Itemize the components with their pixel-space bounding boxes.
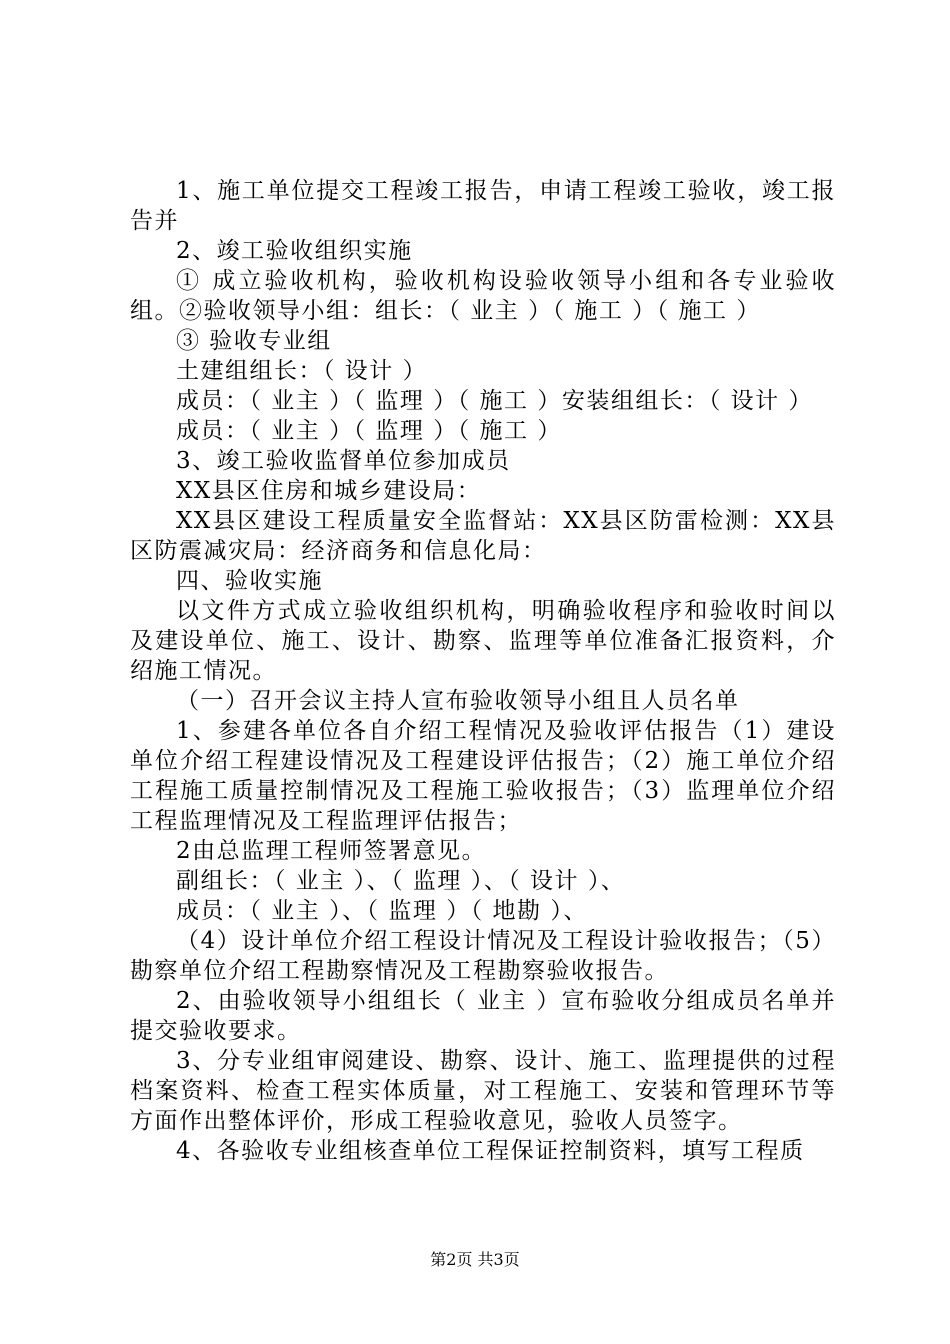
page-number-footer: 第2页 共3页 [430, 1250, 520, 1269]
paragraph: 2由总监理工程师签署意见。 [176, 838, 487, 864]
paragraph: 1、参建各单位各自介绍工程情况及验收评估报告（1）建设单位介绍工程建设情况及工程建设评估报告；（2）施工单位介绍工程施工质量控制情况及工程施工验收报告；（3）监理单位介绍工程监理情况及工程监理评估报告； [130, 718, 836, 834]
paragraph: 土建组组长：（ 设计 ） [176, 358, 428, 384]
section-heading: 四、验收实施 [176, 568, 323, 594]
paragraph: 2、由验收领导小组组长（ 业主 ）宣布验收分组成员名单并提交验收要求。 [130, 988, 836, 1044]
paragraph: 3、竣工验收监督单位参加成员 [176, 448, 511, 474]
paragraph: ① 成立验收机构，验收机构设验收领导小组和各专业验收组。②验收领导小组：组长：（ 业主 ）（ 施工 ）（ 施工 ） [130, 268, 836, 324]
document-body [130, 176, 836, 1166]
paragraph: 3、分专业组审阅建设、勘察、设计、施工、监理提供的过程档案资料、检查工程实体质量，对工程施工、安装和管理环节等方面作出整体评价，形成工程验收意见，验收人员签字。 [130, 1048, 836, 1134]
paragraph: 4、各验收专业组核查单位工程保证控制资料，填写工程质 [176, 1138, 805, 1164]
paragraph: 成员：（ 业主 ）、（ 监理 ）（ 地勘 ）、 [176, 898, 588, 924]
paragraph: 1、施工单位提交工程竣工报告，申请工程竣工验收，竣工报告并 [130, 178, 836, 234]
subsection-heading: （一）召开会议主持人宣布验收领导小组且人员名单 [176, 688, 740, 714]
paragraph: XX县区建设工程质量安全监督站：XX县区防雷检测：XX县区防震减灾局：经济商务和信息化局： [130, 508, 836, 564]
paragraph: 成员：（ 业主 ）（ 监理 ）（ 施工 ） [176, 418, 562, 444]
paragraph: 2、竣工验收组织实施 [176, 238, 413, 264]
paragraph: 副组长：（ 业主 ）、（ 监理 ）、（ 设计 ）、 [176, 868, 626, 894]
paragraph: 以文件方式成立验收组织机构，明确验收程序和验收时间以及建设单位、施工、设计、勘察、监理等单位准备汇报资料，介绍施工情况。 [130, 598, 836, 684]
paragraph: （4）设计单位介绍工程设计情况及工程设计验收报告；（5）勘察单位介绍工程勘察情况及工程勘察验收报告。 [130, 928, 836, 984]
paragraph: XX县区住房和城乡建设局： [176, 478, 482, 504]
paragraph: ③ 验收专业组 [176, 328, 332, 354]
paragraph: 成员：（ 业主 ）（ 监理 ）（ 施工 ）安装组组长：（ 设计 ） [176, 388, 813, 414]
